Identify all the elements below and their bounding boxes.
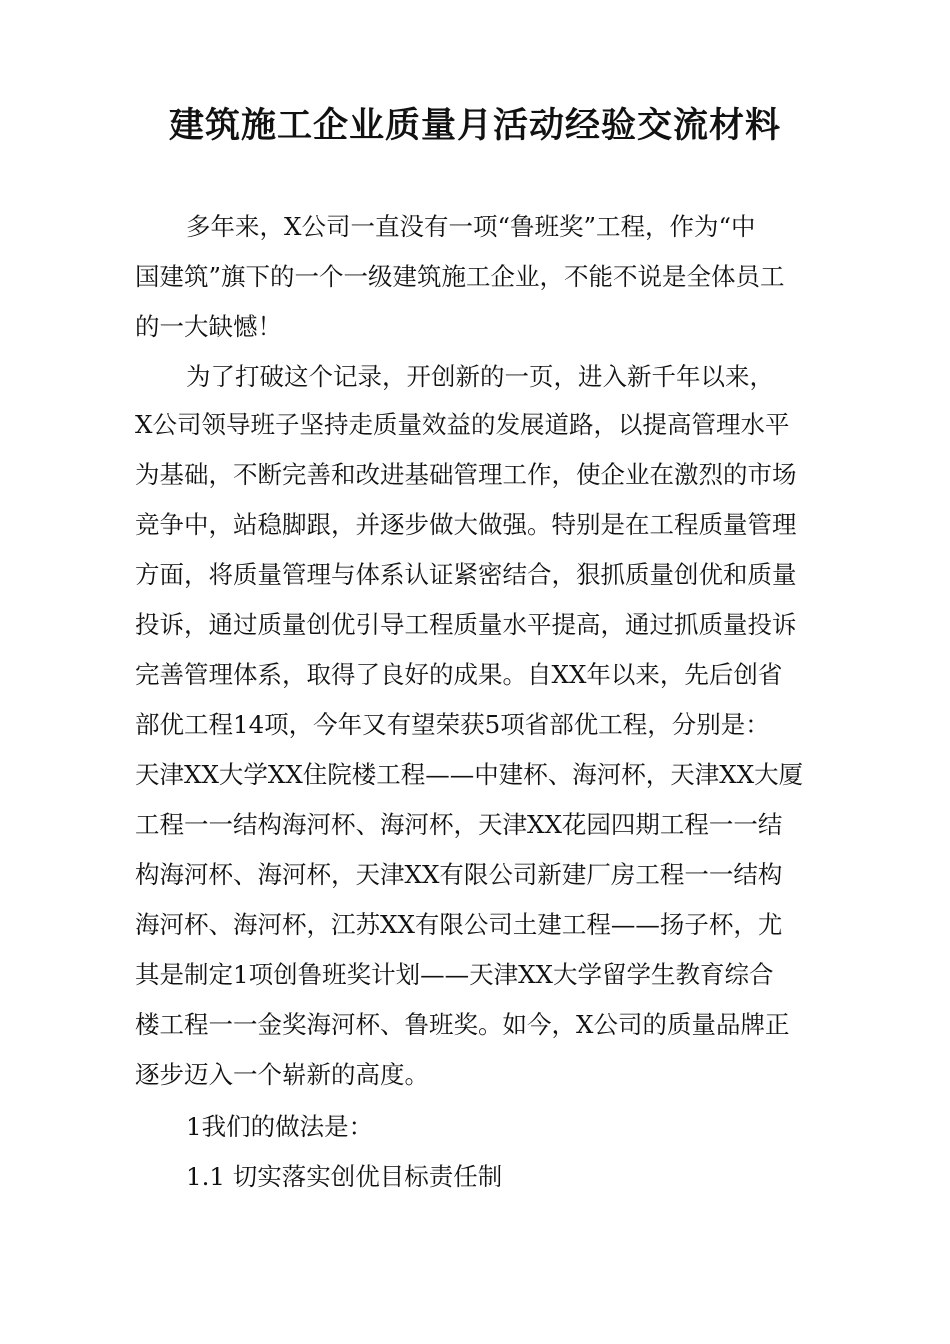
paragraph-2-line-15: 逐步迈入一个崭新的高度。	[135, 1060, 429, 1089]
paragraph-2-line-4: 竞争中，站稳脚跟，并逐步做大做强。特别是在工程质量管理	[135, 510, 797, 539]
document-title: 建筑施工企业质量月活动经验交流材料	[168, 106, 781, 146]
paragraph-2-line-7: 完善管理体系，取得了良好的成果。自XX年以来，先后创省	[135, 660, 783, 689]
paragraph-2-line-11: 构海河杯、海河杯，天津XX有限公司新建厂房工程一一结构	[135, 860, 783, 889]
paragraph-2-line-6: 投诉，通过质量创优引导工程质量水平提高，通过抓质量投诉	[135, 610, 797, 639]
paragraph-2-line-8: 部优工程14项，今年又有望荣获5项省部优工程，分别是：	[135, 710, 770, 739]
paragraph-2-line-1: 为了打破这个记录，开创新的一页，进入新千年以来，	[186, 362, 774, 391]
section-heading-1-1: 1.1 切实落实创优目标责任制	[186, 1162, 503, 1191]
paragraph-2-line-9: 天津XX大学XX住院楼工程——中建杯、海河杯，天津XX大厦	[135, 760, 804, 789]
paragraph-1-line-1: 多年来，X公司一直没有一项“鲁班奖”工程，作为“中	[186, 212, 756, 241]
paragraph-2-line-2: X公司领导班子坚持走质量效益的发展道路，以提高管理水平	[135, 410, 790, 439]
paragraph-2-line-13: 其是制定1项创鲁班奖计划——天津XX大学留学生教育综合	[135, 960, 774, 989]
paragraph-1-line-2: 国建筑”旗下的一个一级建筑施工企业，不能不说是全体员工	[135, 262, 785, 291]
paragraph-2-line-10: 工程一一结构海河杯、海河杯，天津XX花园四期工程一一结	[135, 810, 783, 839]
section-heading-1: 1我们的做法是：	[186, 1112, 374, 1141]
paragraph-1-line-3: 的一大缺憾！	[135, 312, 282, 341]
paragraph-2-line-5: 方面，将质量管理与体系认证紧密结合，狠抓质量创优和质量	[135, 560, 797, 589]
paragraph-2-line-12: 海河杯、海河杯，江苏XX有限公司土建工程——扬子杯，尤	[135, 910, 783, 939]
paragraph-2-line-3: 为基础，不断完善和改进基础管理工作，使企业在激烈的市场	[135, 460, 797, 489]
paragraph-2-line-14: 楼工程一一金奖海河杯、鲁班奖。如今，X公司的质量品牌正	[135, 1010, 790, 1039]
